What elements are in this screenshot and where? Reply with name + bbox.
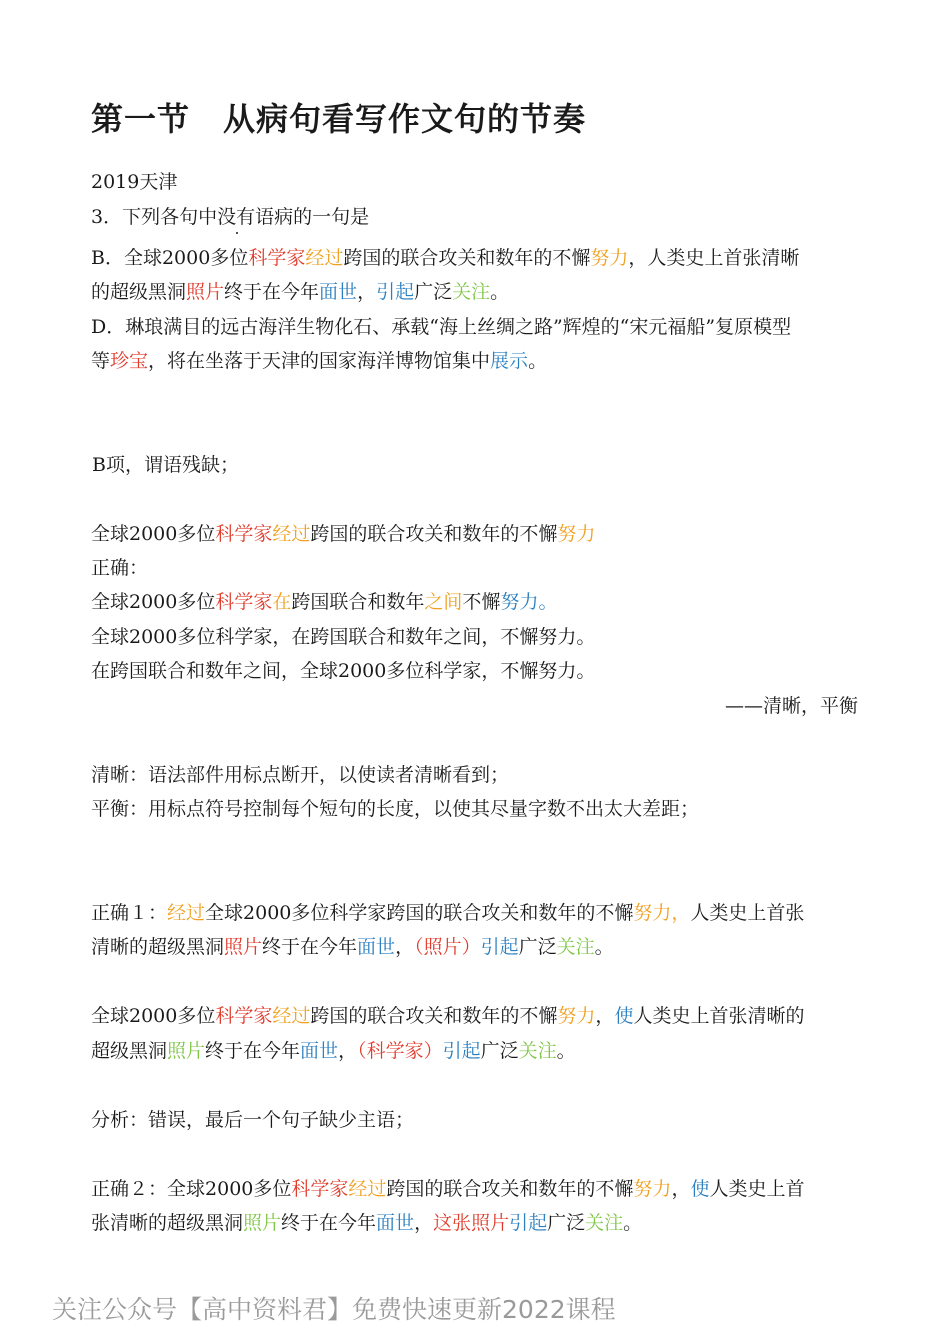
highlight-green: 关注 xyxy=(556,936,595,958)
text-segment: 。 xyxy=(623,1212,643,1234)
correct-version-1 xyxy=(91,590,557,614)
paragraph2-line-2 xyxy=(91,1039,576,1063)
option-b-label: B． xyxy=(91,247,124,269)
correct2-line-1 xyxy=(91,1177,804,1201)
text-segment: 全球2000多位 xyxy=(123,247,249,269)
highlight-red: （科学家） xyxy=(357,1040,443,1062)
highlight-red: 科学家 xyxy=(215,1005,273,1027)
text-segment: ， xyxy=(357,281,377,303)
text-segment: 人类史上首 xyxy=(709,1178,805,1200)
highlight-red: 科学家 xyxy=(215,523,273,545)
emphasis-dotted-text: 没有 xyxy=(217,206,256,228)
text-segment: 跨国的联合攻关和数年的不懈 xyxy=(310,523,558,545)
correct1-label: 正确１： xyxy=(91,902,168,924)
highlight-blue: 使 xyxy=(614,1005,634,1027)
option-d-label: D． xyxy=(91,316,126,338)
text-segment: 人类史上首张清晰的 xyxy=(633,1005,805,1027)
text-segment: 不懈 xyxy=(462,591,501,613)
text-segment: ， xyxy=(338,1040,358,1062)
highlight-orange: 努力 xyxy=(557,523,596,545)
text-segment: 人类史上首张 xyxy=(690,902,805,924)
question-stem-after: 语病的一句是 xyxy=(255,206,370,228)
highlight-orange: 在 xyxy=(272,591,292,613)
text-segment: ， xyxy=(595,1005,615,1027)
correct-version-3: 在跨国联合和数年之间，全球2000多位科学家，不懈努力。 xyxy=(91,660,596,682)
option-b-line-1 xyxy=(91,246,799,270)
highlight-green: 照片 xyxy=(243,1212,282,1234)
text-segment: 全球2000多位 xyxy=(91,523,216,545)
text-segment: 全球2000多位 xyxy=(91,1005,216,1027)
text-segment: ，将在坐落于天津的国家海洋博物馆集中 xyxy=(148,350,491,372)
highlight-orange: 努力 xyxy=(557,1005,596,1027)
highlight-blue: 展示 xyxy=(490,350,529,372)
highlight-red: 照片 xyxy=(186,281,225,303)
correct-label: 正确： xyxy=(91,557,149,579)
highlight-red: 科学家 xyxy=(215,591,273,613)
option-b-line-2 xyxy=(91,280,509,304)
text-segment: 跨国的联合攻关和数年的不懈 xyxy=(386,1178,634,1200)
question-number: 3． xyxy=(91,206,123,228)
text-segment: 跨国的联合攻关和数年的不懈 xyxy=(343,247,591,269)
highlight-orange: 经过 xyxy=(167,902,206,924)
highlight-orange: 经过 xyxy=(348,1178,387,1200)
text-segment: 广泛 xyxy=(414,281,453,303)
highlight-blue: 面世 xyxy=(319,281,358,303)
text-segment: 终于在今年 xyxy=(262,936,358,958)
highlight-blue: 引起 xyxy=(376,281,415,303)
analysis-2: 分析：错误，最后一个句子缺少主语； xyxy=(91,1109,415,1131)
correct2-label: 正确２： xyxy=(91,1178,168,1200)
highlight-red: 珍宝 xyxy=(110,350,149,372)
text-segment: 等 xyxy=(91,350,111,372)
correct-version-2: 全球2000多位科学家，在跨国联合和数年之间，不懈努力。 xyxy=(91,626,596,648)
correct1-line-2 xyxy=(91,935,614,959)
text-segment: 终于在今年 xyxy=(281,1212,377,1234)
question-stem-before: 下列各句中 xyxy=(122,206,218,228)
highlight-red: 科学家 xyxy=(248,247,306,269)
balance-definition: 平衡：用标点符号控制每个短句的长度，以使其尽量字数不出太大差距； xyxy=(91,798,700,820)
text-segment: 。 xyxy=(594,936,614,958)
highlight-green: 关注 xyxy=(518,1040,557,1062)
highlight-blue: 面世 xyxy=(376,1212,415,1234)
text-segment: ，人类史上首张清晰 xyxy=(628,247,800,269)
highlight-orange: 经过 xyxy=(272,1005,311,1027)
highlight-red: （照片） xyxy=(414,936,481,958)
example-sentence xyxy=(91,522,595,546)
text-segment: 。 xyxy=(528,350,548,372)
highlight-green: 照片 xyxy=(167,1040,206,1062)
text-segment: 广泛 xyxy=(518,936,557,958)
highlight-orange: 努力 xyxy=(633,1178,672,1200)
text-segment: 终于在今年 xyxy=(224,281,320,303)
text-segment: 全球2000多位 xyxy=(167,1178,292,1200)
analysis-b: B项，谓语残缺； xyxy=(92,454,239,476)
text-segment: 。 xyxy=(556,1040,576,1062)
text-segment: 广泛 xyxy=(480,1040,519,1062)
text-segment: 清晰的超级黑洞 xyxy=(91,936,225,958)
highlight-blue: 努力。 xyxy=(500,591,558,613)
text-segment: ， xyxy=(414,1212,434,1234)
highlight-red: 这张照片 xyxy=(433,1212,510,1234)
option-d-line-1 xyxy=(91,315,791,339)
paragraph2-line-1 xyxy=(91,1004,804,1028)
highlight-green: 关注 xyxy=(585,1212,624,1234)
clarity-definition: 清晰：语法部件用标点断开，以使读者清晰看到； xyxy=(91,764,510,786)
highlight-orange: 之间 xyxy=(424,591,463,613)
text-segment: 的超级黑洞 xyxy=(91,281,187,303)
page-title: 第一节 从病句看写作文句的节奏 xyxy=(91,100,587,138)
text-segment: 终于在今年 xyxy=(205,1040,301,1062)
text-segment: 全球2000多位科学家跨国的联合攻关和数年的不懈 xyxy=(205,902,634,924)
highlight-orange: 经过 xyxy=(272,523,311,545)
highlight-blue: 引起 xyxy=(509,1212,548,1234)
text-segment: 张清晰的超级黑洞 xyxy=(91,1212,244,1234)
highlight-blue: 面世 xyxy=(357,936,396,958)
highlight-blue: 引起 xyxy=(480,936,519,958)
text-segment: 跨国的联合攻关和数年的不懈 xyxy=(310,1005,558,1027)
highlight-blue: 引起 xyxy=(442,1040,481,1062)
highlight-orange: 努力， xyxy=(633,902,691,924)
source-label: 2019天津 xyxy=(91,171,178,193)
correct1-line-1 xyxy=(91,901,804,925)
question-stem xyxy=(91,205,369,229)
correct2-line-2 xyxy=(91,1211,642,1235)
highlight-blue: 使 xyxy=(690,1178,710,1200)
text-segment: ， xyxy=(671,1178,691,1200)
text-segment: 跨国联合和数年 xyxy=(291,591,425,613)
highlight-red: 照片 xyxy=(224,936,263,958)
option-d-line-2 xyxy=(91,349,547,373)
attribution: ——清晰，平衡 xyxy=(724,695,858,717)
highlight-blue: 面世 xyxy=(300,1040,339,1062)
footer-watermark: 关注公众号【高中资料君】免费快速更新2022课程 xyxy=(52,1295,616,1324)
text-segment: 广泛 xyxy=(547,1212,586,1234)
highlight-red: 科学家 xyxy=(291,1178,349,1200)
highlight-green: 关注 xyxy=(452,281,491,303)
text-segment: 全球2000多位 xyxy=(91,591,216,613)
text-segment: 超级黑洞 xyxy=(91,1040,168,1062)
highlight-orange: 努力 xyxy=(590,247,629,269)
highlight-orange: 经过 xyxy=(305,247,344,269)
text-segment: 。 xyxy=(490,281,510,303)
text-segment: ， xyxy=(395,936,415,958)
text-segment: 琳琅满目的远古海洋生物化石、承载“海上丝绸之路”辉煌的“宋元福船”复原模型 xyxy=(125,316,792,338)
